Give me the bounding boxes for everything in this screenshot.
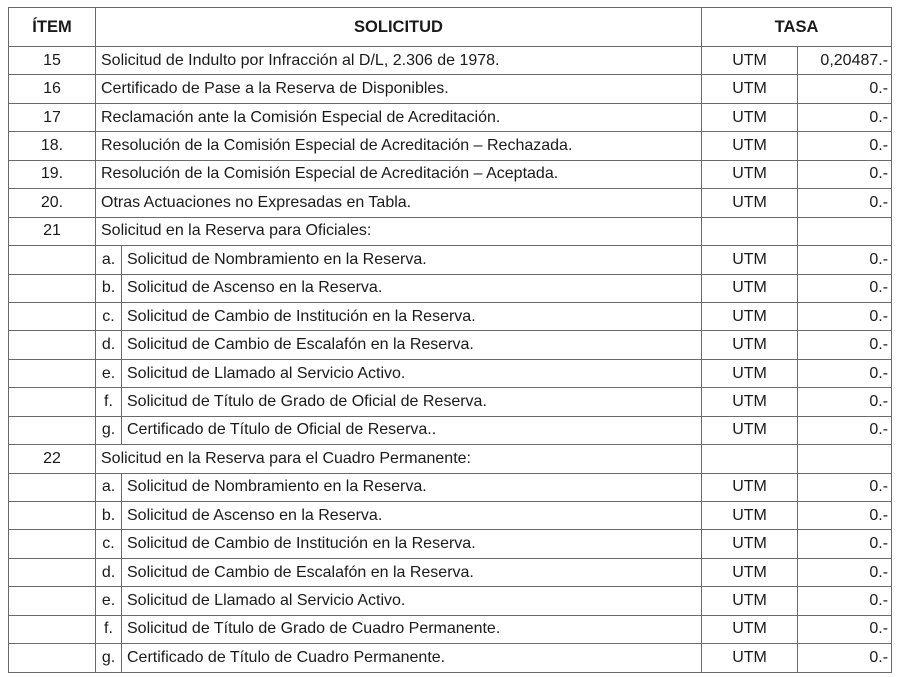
empty-cell bbox=[9, 246, 96, 274]
request-description: Solicitud de Cambio de Institución en la Reserva. bbox=[122, 530, 702, 558]
fee-amount: 0.- bbox=[798, 644, 892, 672]
subitem-letter: g. bbox=[96, 416, 122, 444]
fee-unit: UTM bbox=[702, 587, 798, 615]
fee-amount: 0,20487.- bbox=[798, 47, 892, 75]
fee-unit: UTM bbox=[702, 132, 798, 160]
empty-cell bbox=[9, 388, 96, 416]
fee-amount: 0.- bbox=[798, 132, 892, 160]
subitem-row bbox=[9, 644, 892, 672]
subitem-row bbox=[9, 502, 892, 530]
subitem-row bbox=[9, 388, 892, 416]
fee-unit: UTM bbox=[702, 615, 798, 643]
item-number: 18. bbox=[9, 132, 96, 160]
fee-amount: 0.- bbox=[798, 530, 892, 558]
empty-cell bbox=[9, 502, 96, 530]
fee-amount: 0.- bbox=[798, 558, 892, 586]
empty-cell bbox=[9, 473, 96, 501]
subitem-letter: d. bbox=[96, 558, 122, 586]
fee-unit: UTM bbox=[702, 189, 798, 217]
request-description: Solicitud de Llamado al Servicio Activo. bbox=[122, 587, 702, 615]
fee-unit: UTM bbox=[702, 502, 798, 530]
group-header-row bbox=[9, 445, 892, 473]
fee-amount: 0.- bbox=[798, 103, 892, 131]
item-number: 21 bbox=[9, 217, 96, 245]
header-tasa: TASA bbox=[702, 8, 892, 47]
subitem-letter: d. bbox=[96, 331, 122, 359]
empty-cell bbox=[798, 217, 892, 245]
request-description: Solicitud de Cambio de Institución en la Reserva. bbox=[122, 302, 702, 330]
request-description: Certificado de Título de Cuadro Permanente. bbox=[122, 644, 702, 672]
request-description: Certificado de Título de Oficial de Reserva.. bbox=[122, 416, 702, 444]
subitem-letter: f. bbox=[96, 615, 122, 643]
fee-amount: 0.- bbox=[798, 302, 892, 330]
subitem-letter: g. bbox=[96, 644, 122, 672]
fee-amount: 0.- bbox=[798, 388, 892, 416]
empty-cell bbox=[9, 302, 96, 330]
fee-unit: UTM bbox=[702, 274, 798, 302]
fee-amount: 0.- bbox=[798, 274, 892, 302]
item-number: 15 bbox=[9, 47, 96, 75]
request-description: Solicitud de Nombramiento en la Reserva. bbox=[122, 246, 702, 274]
fee-amount: 0.- bbox=[798, 331, 892, 359]
table-row bbox=[9, 103, 892, 131]
request-description: Resolución de la Comisión Especial de Acreditación – Aceptada. bbox=[96, 160, 702, 188]
fee-unit: UTM bbox=[702, 558, 798, 586]
request-description: Solicitud de Título de Grado de Cuadro Permanente. bbox=[122, 615, 702, 643]
empty-cell bbox=[798, 445, 892, 473]
group-title: Solicitud en la Reserva para Oficiales: bbox=[96, 217, 702, 245]
item-number: 17 bbox=[9, 103, 96, 131]
fee-unit: UTM bbox=[702, 388, 798, 416]
empty-cell bbox=[9, 274, 96, 302]
subitem-row bbox=[9, 615, 892, 643]
group-header-row bbox=[9, 217, 892, 245]
fee-amount: 0.- bbox=[798, 587, 892, 615]
subitem-letter: e. bbox=[96, 587, 122, 615]
item-number: 16 bbox=[9, 75, 96, 103]
subitem-letter: c. bbox=[96, 530, 122, 558]
header-solicitud: SOLICITUD bbox=[96, 8, 702, 47]
subitem-row bbox=[9, 416, 892, 444]
empty-cell bbox=[9, 530, 96, 558]
fee-unit: UTM bbox=[702, 103, 798, 131]
subitem-row bbox=[9, 331, 892, 359]
table-row bbox=[9, 132, 892, 160]
fee-amount: 0.- bbox=[798, 75, 892, 103]
fee-unit: UTM bbox=[702, 75, 798, 103]
subitem-letter: a. bbox=[96, 246, 122, 274]
subitem-letter: b. bbox=[96, 274, 122, 302]
empty-cell bbox=[9, 558, 96, 586]
subitem-letter: a. bbox=[96, 473, 122, 501]
item-number: 22 bbox=[9, 445, 96, 473]
subitem-letter: b. bbox=[96, 502, 122, 530]
fee-unit: UTM bbox=[702, 416, 798, 444]
subitem-letter: c. bbox=[96, 302, 122, 330]
subitem-row bbox=[9, 246, 892, 274]
fee-unit: UTM bbox=[702, 359, 798, 387]
request-description: Solicitud de Indulto por Infracción al D/L, 2.306 de 1978. bbox=[96, 47, 702, 75]
table-row bbox=[9, 75, 892, 103]
fee-unit: UTM bbox=[702, 331, 798, 359]
fee-unit: UTM bbox=[702, 644, 798, 672]
fee-unit: UTM bbox=[702, 160, 798, 188]
request-description: Otras Actuaciones no Expresadas en Tabla. bbox=[96, 189, 702, 217]
request-description: Solicitud de Cambio de Escalafón en la Reserva. bbox=[122, 558, 702, 586]
subitem-row bbox=[9, 302, 892, 330]
subitem-row bbox=[9, 359, 892, 387]
fee-unit: UTM bbox=[702, 246, 798, 274]
subitem-letter: e. bbox=[96, 359, 122, 387]
fee-amount: 0.- bbox=[798, 246, 892, 274]
empty-cell bbox=[702, 217, 798, 245]
empty-cell bbox=[9, 587, 96, 615]
fee-table bbox=[8, 7, 892, 673]
empty-cell bbox=[9, 331, 96, 359]
subitem-row bbox=[9, 274, 892, 302]
fee-amount: 0.- bbox=[798, 473, 892, 501]
empty-cell bbox=[9, 359, 96, 387]
table-row bbox=[9, 189, 892, 217]
subitem-row bbox=[9, 473, 892, 501]
subitem-row bbox=[9, 530, 892, 558]
request-description: Certificado de Pase a la Reserva de Disponibles. bbox=[96, 75, 702, 103]
fee-amount: 0.- bbox=[798, 615, 892, 643]
request-description: Reclamación ante la Comisión Especial de Acreditación. bbox=[96, 103, 702, 131]
request-description: Solicitud de Cambio de Escalafón en la Reserva. bbox=[122, 331, 702, 359]
fee-amount: 0.- bbox=[798, 416, 892, 444]
header-item: ÍTEM bbox=[9, 8, 96, 47]
fee-unit: UTM bbox=[702, 47, 798, 75]
empty-cell bbox=[9, 615, 96, 643]
empty-cell bbox=[702, 445, 798, 473]
subitem-letter: f. bbox=[96, 388, 122, 416]
table-row bbox=[9, 160, 892, 188]
request-description: Solicitud de Llamado al Servicio Activo. bbox=[122, 359, 702, 387]
fee-amount: 0.- bbox=[798, 160, 892, 188]
fee-unit: UTM bbox=[702, 473, 798, 501]
request-description: Solicitud de Título de Grado de Oficial de Reserva. bbox=[122, 388, 702, 416]
group-title: Solicitud en la Reserva para el Cuadro Permanente: bbox=[96, 445, 702, 473]
header-row bbox=[9, 8, 892, 47]
request-description: Solicitud de Nombramiento en la Reserva. bbox=[122, 473, 702, 501]
request-description: Resolución de la Comisión Especial de Acreditación – Rechazada. bbox=[96, 132, 702, 160]
item-number: 19. bbox=[9, 160, 96, 188]
fee-table-body bbox=[9, 47, 892, 673]
table-row bbox=[9, 47, 892, 75]
fee-amount: 0.- bbox=[798, 502, 892, 530]
request-description: Solicitud de Ascenso en la Reserva. bbox=[122, 274, 702, 302]
fee-amount: 0.- bbox=[798, 359, 892, 387]
fee-unit: UTM bbox=[702, 530, 798, 558]
fee-amount: 0.- bbox=[798, 189, 892, 217]
empty-cell bbox=[9, 644, 96, 672]
subitem-row bbox=[9, 587, 892, 615]
fee-unit: UTM bbox=[702, 302, 798, 330]
item-number: 20. bbox=[9, 189, 96, 217]
request-description: Solicitud de Ascenso en la Reserva. bbox=[122, 502, 702, 530]
empty-cell bbox=[9, 416, 96, 444]
subitem-row bbox=[9, 558, 892, 586]
